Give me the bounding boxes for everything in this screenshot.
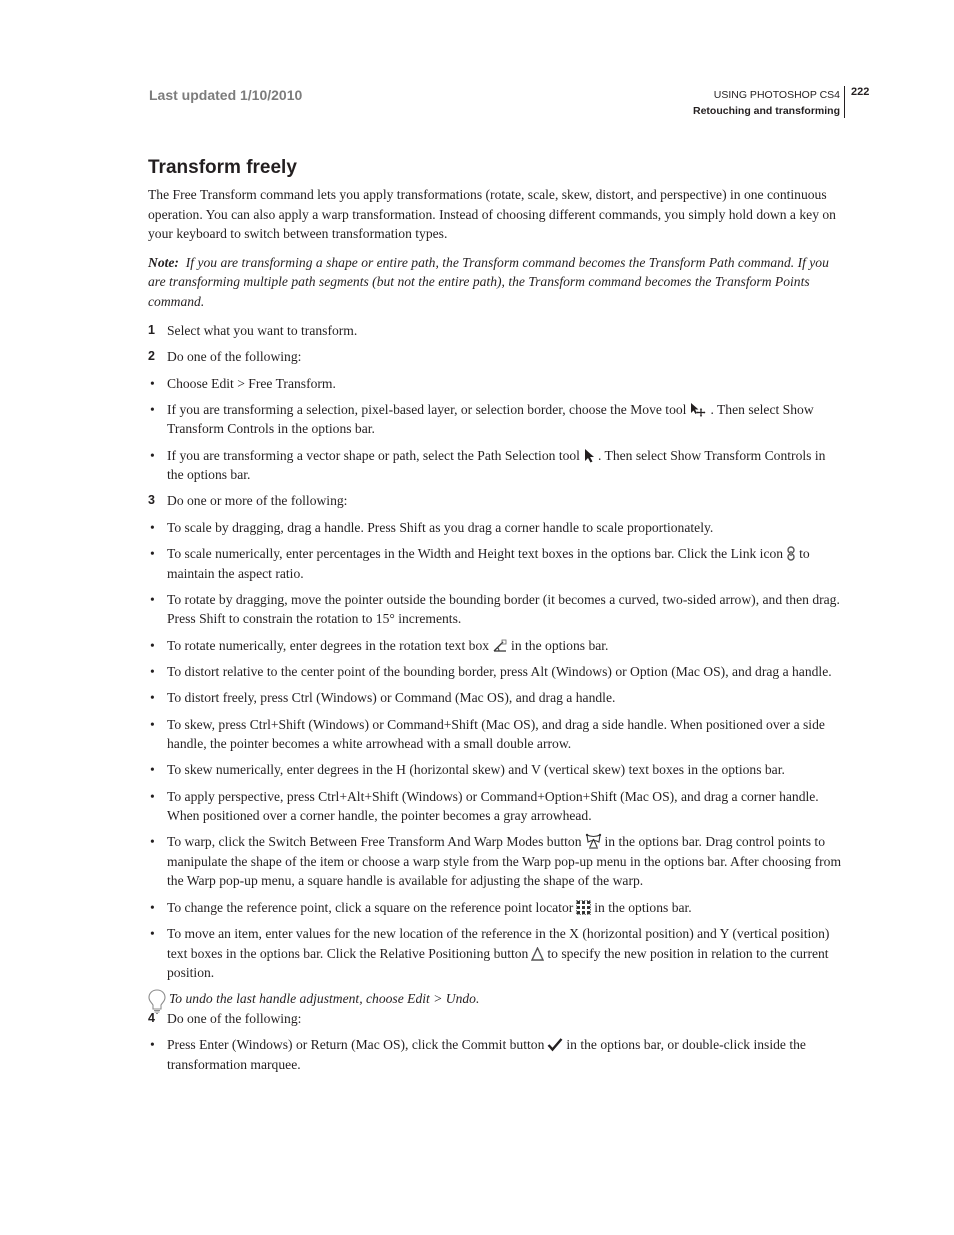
- list-item-text-cont: to specify the new position in relation to the current position.: [167, 945, 829, 981]
- bullet: •: [150, 401, 155, 417]
- list-item-text: If you are transforming a vector shape or path, select the Path Selection tool: [167, 447, 580, 463]
- list-item-text-cont: in the options bar. Drag control points to manipulate the shape of the item or choose a warp style from the Warp pop-up menu in the options bar. After choosing from the Warp pop-up menu, a square handle is available for adjusting the shape of the warp.: [167, 834, 842, 889]
- step-2: [148, 347, 842, 367]
- intro-paragraph: The Free Transform command lets you apply transformations (rotate, scale, skew, distort, and perspective) in one continuous operation. You can also apply a warp transformation. Instead of choosing different commands, you simply hold down a key on your keyboard to switch between transformation types.: [148, 187, 836, 241]
- list-item-text: Choose Edit > Free Transform.: [167, 375, 336, 391]
- list-item-text-cont: in the options bar.: [594, 899, 692, 915]
- reference-point-locator-icon: [576, 900, 591, 915]
- bullet: •: [150, 762, 155, 778]
- relative-positioning-icon: [531, 947, 544, 961]
- bullet: •: [150, 375, 155, 391]
- step-text: Do one of the following:: [167, 1010, 302, 1026]
- bullet: •: [150, 716, 155, 732]
- list-item: [148, 1035, 842, 1074]
- commit-checkmark-icon: [547, 1037, 563, 1052]
- list-item: [148, 374, 842, 394]
- bullet: •: [150, 788, 155, 804]
- tip-text: To undo the last handle adjustment, choose Edit > Undo.: [169, 991, 480, 1007]
- note-paragraph: [148, 253, 842, 312]
- step-text: Select what you want to transform.: [167, 323, 358, 338]
- list-item: [148, 715, 842, 754]
- link-icon: [786, 546, 796, 561]
- step-1: [148, 321, 842, 341]
- list-item: [148, 590, 842, 629]
- list-item: [148, 787, 842, 826]
- move-tool-icon: [689, 402, 707, 417]
- list-item: [148, 400, 842, 439]
- list-item: [148, 832, 842, 891]
- bullet: •: [150, 834, 155, 850]
- bullet: •: [150, 447, 155, 463]
- note-text: If you are transforming a shape or entire path, the Transform command becomes the Transform Path command. If you are transforming multiple path segments (but not the entire path), the Transform command becomes the Transform Points command.: [148, 254, 829, 309]
- list-item-text-cont: to maintain the aspect ratio.: [167, 546, 810, 581]
- bullet: •: [150, 519, 155, 535]
- list-item-text: To distort freely, press Ctrl (Windows) or Command (Mac OS), and drag a handle.: [167, 690, 616, 706]
- list-item-text-cont: . Then select Show Transform Controls in the options bar.: [167, 447, 826, 483]
- list-item-text: To apply perspective, press Ctrl+Alt+Shift (Windows) or Command+Option+Shift (Mac OS), and drag a corner handle. When positioned over a corner handle, the pointer becomes a gray arrowhead.: [167, 788, 819, 824]
- list-item: [148, 760, 842, 780]
- list-item: [148, 662, 842, 682]
- list-item-text: To warp, click the Switch Between Free Transform And Warp Modes button: [167, 834, 582, 850]
- section-title: Transform freely: [148, 157, 297, 178]
- list-item-text: To move an item, enter values for the new location of the reference in the X (horizontal position) and Y (vertical position) text boxes in the options bar. Click the Relative Positioning button: [167, 926, 830, 961]
- list-item-text: Press Enter (Windows) or Return (Mac OS), click the Commit button: [167, 1037, 545, 1053]
- list-item: [148, 518, 842, 538]
- bullet: •: [150, 546, 155, 562]
- bullet: •: [150, 591, 155, 607]
- list-item: [148, 924, 842, 983]
- step-number: 1: [148, 323, 155, 337]
- list-item-text: To scale numerically, enter percentages in the Width and Height text boxes in the options bar. Click the Link icon: [167, 546, 784, 562]
- step-number: 3: [148, 493, 155, 508]
- list-item-text-cont: in the options bar, or double-click inside the transformation marquee.: [167, 1037, 806, 1072]
- list-item-text: To skew numerically, enter degrees in the H (horizontal skew) and V (vertical skew) text boxes in the options bar.: [167, 762, 785, 778]
- list-item: [148, 688, 842, 708]
- list-item: [148, 898, 842, 918]
- list-item-text: To distort relative to the center point of the bounding border, press Alt (Windows) or Option (Mac OS), and drag a handle.: [167, 663, 832, 679]
- list-item: [148, 544, 842, 583]
- step-number: 4: [148, 1010, 155, 1025]
- list-item: [148, 446, 842, 485]
- bullet: •: [150, 926, 155, 942]
- book-title: USING PHOTOSHOP CS4: [713, 89, 840, 101]
- list-item-text: To skew, press Ctrl+Shift (Windows) or Command+Shift (Mac OS), and drag a side handle. When positioned over a side handle, the pointer becomes a white arrowhead with a small double arrow.: [167, 716, 825, 752]
- chapter-title: Retouching and transforming: [693, 105, 840, 117]
- list-item-text-cont: in the options bar.: [511, 637, 609, 653]
- bullet: •: [150, 663, 155, 679]
- tip-note: [148, 989, 842, 1009]
- bullet: •: [150, 690, 155, 706]
- last-updated: Last updated 1/10/2010: [149, 87, 303, 103]
- list-item-text: To rotate by dragging, move the pointer outside the bounding border (it becomes a curved, two-sided arrow), and then drag. Press Shift to constrain the rotation to 15° increments.: [167, 591, 840, 627]
- path-selection-tool-icon: [583, 448, 595, 463]
- step-text: Do one or more of the following:: [167, 493, 348, 509]
- bullet: •: [150, 637, 155, 653]
- page-number: 222: [851, 86, 870, 98]
- list-item-text: To rotate numerically, enter degrees in the rotation text box: [167, 637, 490, 653]
- list-item-text: To scale by dragging, drag a handle. Press Shift as you drag a corner handle to scale proportionately.: [167, 519, 714, 535]
- step-number: 2: [148, 349, 155, 364]
- step-4: [148, 1009, 842, 1029]
- rotation-angle-icon: [492, 639, 508, 653]
- page-body: [148, 185, 842, 1081]
- step-3: [148, 491, 842, 511]
- warp-mode-icon: [585, 833, 602, 849]
- bullet: •: [150, 899, 155, 915]
- list-item-text: If you are transforming a selection, pixel-based layer, or selection border, choose the Move tool: [167, 401, 687, 417]
- note-label: Note:: [148, 254, 179, 270]
- list-item-text: To change the reference point, click a square on the reference point locator: [167, 899, 574, 915]
- header-divider: [844, 86, 845, 118]
- step-text: Do one of the following:: [167, 349, 302, 365]
- list-item: [148, 636, 842, 656]
- list-item-text-cont: . Then select Show Transform Controls in the options bar.: [167, 401, 814, 437]
- bullet: •: [150, 1037, 155, 1053]
- running-header: [693, 87, 840, 119]
